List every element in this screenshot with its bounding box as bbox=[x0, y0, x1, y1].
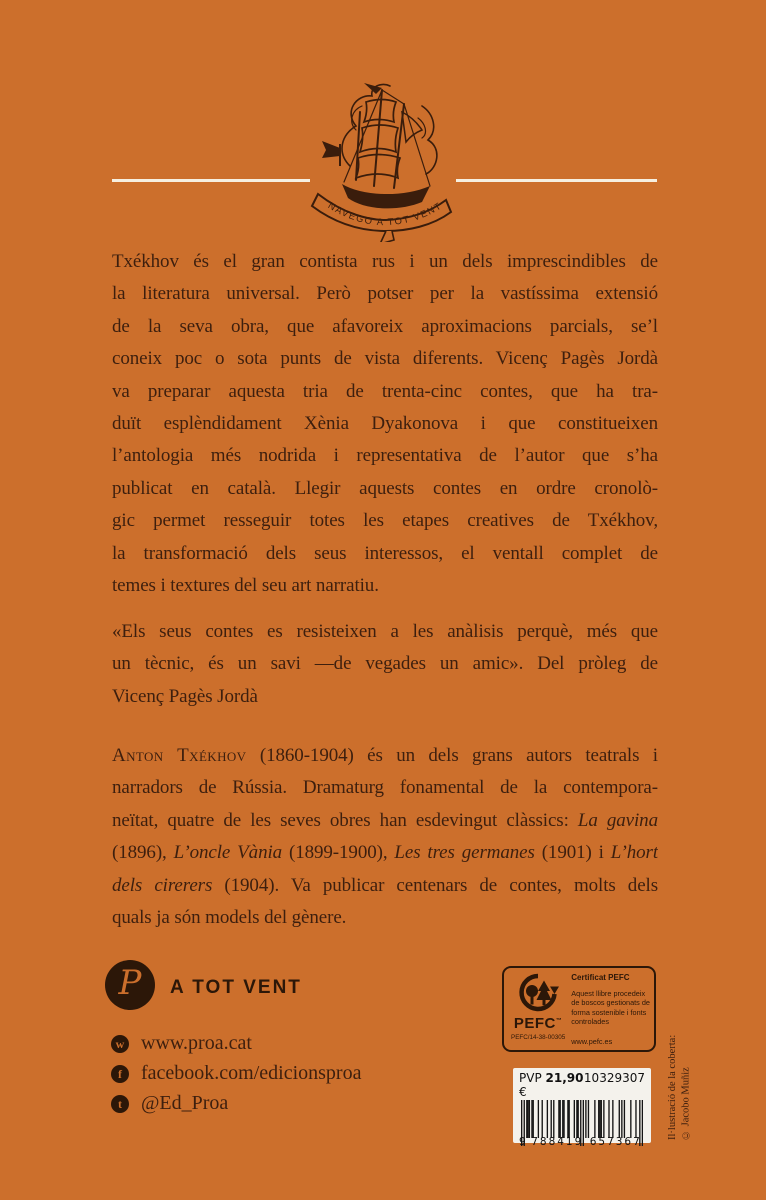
price-label: PVP 21,90 € bbox=[519, 1071, 584, 1099]
text-line: va preparar aquesta tria de trenta-cinc contes, que ha tra- bbox=[112, 380, 658, 402]
text-line: Txékhov és el gran contista rus i un dels imprescindibles de bbox=[112, 251, 658, 272]
ean-first-digit: 9 bbox=[519, 1136, 526, 1148]
barcode-panel bbox=[513, 1068, 651, 1148]
facebook-link[interactable] bbox=[111, 1064, 361, 1083]
currency-symbol: € bbox=[519, 1085, 527, 1099]
text-line: la literatura universal. Però potser per la vastíssima extensió bbox=[112, 283, 658, 305]
text-line: gic permet resseguir totes les etapes creatives de Txékhov, bbox=[112, 510, 658, 532]
sailing-ship-emblem bbox=[300, 78, 466, 242]
twitter-handle: @Ed_Proa bbox=[141, 1092, 229, 1114]
pefc-license-code: PEFC/14-38-00305 bbox=[511, 1034, 566, 1041]
facebook-url: facebook.com/edicionsproa bbox=[141, 1062, 362, 1084]
pefc-statement: Aquest llibre procedeix de boscos gestionats de forma sostenible i fonts controlades bbox=[571, 989, 650, 1026]
twitter-icon: t bbox=[111, 1095, 129, 1113]
text-line: l’antologia més nodrida i representativa de l’autor que s’ha bbox=[112, 445, 658, 467]
barcode-header bbox=[519, 1071, 645, 1099]
pefc-acronym: PEFC™ bbox=[513, 1015, 563, 1032]
text-line: duït esplèndidament Xènia Dyakonova i que constitueixen bbox=[112, 412, 658, 434]
facebook-icon: f bbox=[111, 1065, 129, 1083]
pefc-trees-icon bbox=[515, 973, 561, 1015]
website-url: www.proa.cat bbox=[141, 1032, 252, 1054]
pefc-url[interactable]: www.pefc.es bbox=[571, 1037, 613, 1046]
text-line: neïtat, quatre de les seves obres han esdevingut clàssics: La gavina bbox=[112, 809, 658, 831]
price-value: 21,90 bbox=[545, 1071, 584, 1085]
right-rule bbox=[456, 179, 657, 182]
publisher-links bbox=[111, 1034, 361, 1113]
ship-banner-text: NAVEGO A TOT VENT bbox=[325, 200, 445, 229]
credit-line-1: Il·lustració de la coberta: bbox=[667, 1034, 678, 1140]
text-line: Anton Txékhov (1860-1904) és un dels grans autors teatrals i bbox=[112, 745, 658, 766]
proa-publisher-logo bbox=[105, 960, 155, 1010]
cover-illustration-credit bbox=[666, 1020, 693, 1140]
bio-paragraph bbox=[112, 740, 658, 934]
text-line: narradors de Rússia. Dramaturg fonamental de la contempora- bbox=[112, 777, 658, 799]
pefc-certification-box bbox=[502, 966, 656, 1052]
trademark-symbol: ™ bbox=[555, 1018, 563, 1024]
ean-group-2: 657367 bbox=[589, 1136, 642, 1148]
text-line: «Els seus contes es resisteixen a les anàlisis perquè, més que bbox=[112, 621, 658, 642]
pefc-text-column bbox=[565, 973, 653, 1046]
proa-logo-letter: P bbox=[118, 963, 142, 1003]
ean-group-1: 788419 bbox=[531, 1136, 584, 1148]
barcode-digits bbox=[519, 1137, 645, 1147]
edition-code: 10329307 bbox=[583, 1071, 645, 1085]
website-link[interactable] bbox=[111, 1034, 361, 1053]
collection-label: A TOT VENT bbox=[170, 977, 302, 998]
twitter-link[interactable] bbox=[111, 1094, 361, 1113]
text-line: temes i textures del seu art narratiu. bbox=[112, 574, 379, 596]
text-line: (1896), L’oncle Vània (1899-1900), Les tres germanes (1901) i L’hort bbox=[112, 842, 658, 864]
web-icon: w bbox=[111, 1035, 129, 1053]
pefc-logo-column bbox=[511, 973, 565, 1046]
quote-paragraph bbox=[112, 616, 658, 713]
text-line: un tècnic, és un savi —de vegades un amic». Del pròleg de bbox=[112, 653, 658, 675]
text-line: la transformació dels seus interessos, el ventall complet de bbox=[112, 542, 658, 564]
text-line: Vicenç Pagès Jordà bbox=[112, 685, 258, 707]
text-line: publicat en català. Llegir aquests contes en ordre cronolò- bbox=[112, 477, 658, 499]
text-line: de la seva obra, que afavoreix aproximacions parcials, se’l bbox=[112, 315, 658, 337]
intro-paragraph bbox=[112, 246, 658, 602]
text-line: coneix poc o sota punts de vista diferents. Vicenç Pagès Jordà bbox=[112, 348, 658, 370]
pefc-title: Certificat PEFC bbox=[571, 973, 630, 982]
credit-line-2: © Jacobo Muñiz bbox=[680, 1067, 692, 1140]
left-rule bbox=[112, 179, 310, 182]
text-line: quals ja són models del gènere. bbox=[112, 906, 347, 928]
text-line: dels cirerers (1904). Va publicar centenars de contes, molts dels bbox=[112, 874, 658, 896]
